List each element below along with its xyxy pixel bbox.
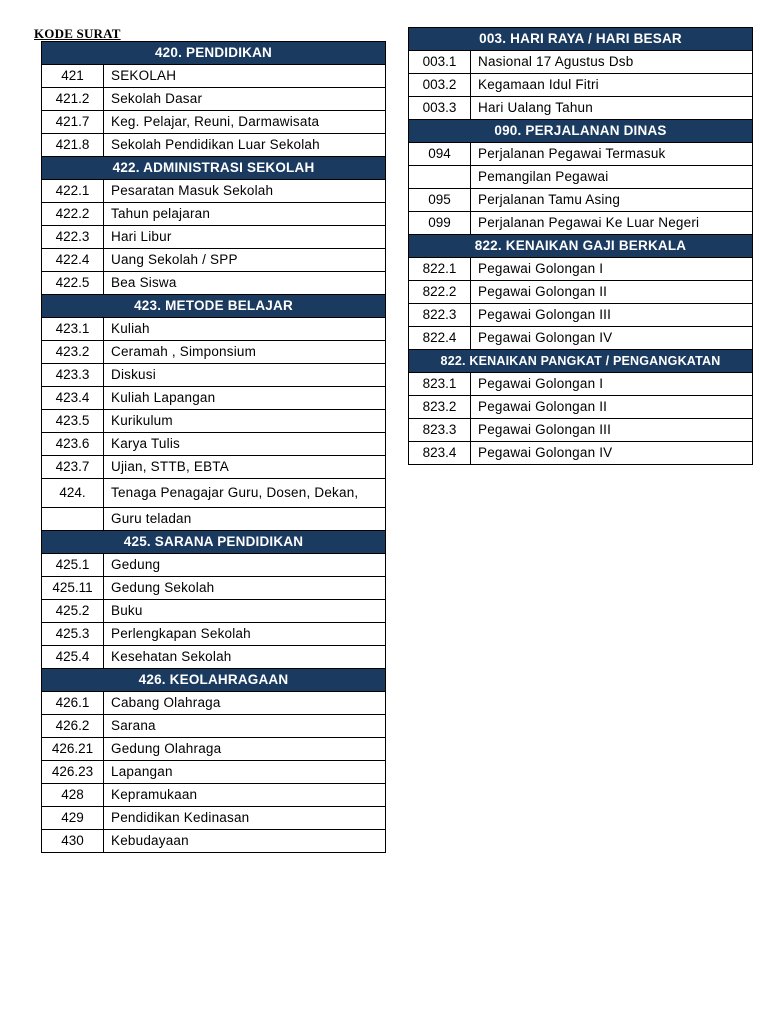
label-cell: Perjalanan Tamu Asing bbox=[471, 189, 753, 212]
table-row bbox=[42, 600, 386, 623]
section-title: 822. KENAIKAN PANGKAT / PENGANGKATAN bbox=[409, 350, 753, 373]
table-row bbox=[42, 577, 386, 600]
label-cell: Perjalanan Pegawai Termasuk bbox=[471, 143, 753, 166]
label-cell: Sekolah Dasar bbox=[104, 88, 386, 111]
table-row bbox=[42, 646, 386, 669]
table-row bbox=[409, 51, 753, 74]
table-row bbox=[42, 761, 386, 784]
label-cell: Bea Siswa bbox=[104, 272, 386, 295]
code-cell: 423.7 bbox=[42, 456, 104, 479]
table-row bbox=[409, 143, 753, 166]
code-cell: 430 bbox=[42, 830, 104, 853]
label-cell: Kurikulum bbox=[104, 410, 386, 433]
label-cell: SEKOLAH bbox=[104, 65, 386, 88]
code-cell: 423.3 bbox=[42, 364, 104, 387]
code-cell: 099 bbox=[409, 212, 471, 235]
label-cell: Pegawai Golongan II bbox=[471, 281, 753, 304]
code-cell: 424. bbox=[42, 479, 104, 508]
table-row bbox=[409, 442, 753, 465]
label-cell: Ceramah , Simponsium bbox=[104, 341, 386, 364]
code-cell: 426.23 bbox=[42, 761, 104, 784]
label-cell: Keg. Pelajar, Reuni, Darmawisata bbox=[104, 111, 386, 134]
table-row bbox=[42, 479, 386, 508]
section-title: 425. SARANA PENDIDIKAN bbox=[42, 531, 386, 554]
code-cell: 421.7 bbox=[42, 111, 104, 134]
label-cell: Hari Libur bbox=[104, 226, 386, 249]
section-header bbox=[409, 350, 753, 373]
label-cell: Lapangan bbox=[104, 761, 386, 784]
table-row bbox=[42, 272, 386, 295]
label-cell: Kuliah Lapangan bbox=[104, 387, 386, 410]
label-cell: Kesehatan Sekolah bbox=[104, 646, 386, 669]
section-title: 423. METODE BELAJAR bbox=[42, 295, 386, 318]
label-cell: Cabang Olahraga bbox=[104, 692, 386, 715]
table-row bbox=[42, 364, 386, 387]
code-cell: 003.1 bbox=[409, 51, 471, 74]
right-code-table bbox=[408, 27, 753, 465]
table-row bbox=[409, 396, 753, 419]
label-cell: Hari Ualang Tahun bbox=[471, 97, 753, 120]
label-cell: Gedung Sekolah bbox=[104, 577, 386, 600]
table-row bbox=[42, 180, 386, 203]
code-cell: 421 bbox=[42, 65, 104, 88]
table-row bbox=[42, 387, 386, 410]
label-cell: Kepramukaan bbox=[104, 784, 386, 807]
label-cell: Diskusi bbox=[104, 364, 386, 387]
section-header bbox=[409, 120, 753, 143]
section-title: 420. PENDIDIKAN bbox=[42, 42, 386, 65]
section-header bbox=[42, 157, 386, 180]
code-cell: 422.4 bbox=[42, 249, 104, 272]
code-cell: 426.21 bbox=[42, 738, 104, 761]
code-cell: 429 bbox=[42, 807, 104, 830]
label-cell: Kebudayaan bbox=[104, 830, 386, 853]
table-row bbox=[42, 623, 386, 646]
code-cell: 426.2 bbox=[42, 715, 104, 738]
table-row bbox=[409, 166, 753, 189]
label-cell: Pemangilan Pegawai bbox=[471, 166, 753, 189]
label-cell: Pendidikan Kedinasan bbox=[104, 807, 386, 830]
table-row bbox=[42, 65, 386, 88]
code-cell: 423.4 bbox=[42, 387, 104, 410]
label-cell: Kegamaan Idul Fitri bbox=[471, 74, 753, 97]
table-row bbox=[409, 281, 753, 304]
label-cell: Gedung bbox=[104, 554, 386, 577]
code-cell: 425.1 bbox=[42, 554, 104, 577]
document-title: KODE SURAT bbox=[34, 26, 121, 41]
label-cell: Pegawai Golongan IV bbox=[471, 327, 753, 350]
table-row bbox=[42, 433, 386, 456]
section-header bbox=[409, 235, 753, 258]
table-row bbox=[42, 830, 386, 853]
code-cell: 425.3 bbox=[42, 623, 104, 646]
label-cell: Pegawai Golongan IV bbox=[471, 442, 753, 465]
table-row bbox=[42, 807, 386, 830]
label-cell: Sekolah Pendidikan Luar Sekolah bbox=[104, 134, 386, 157]
code-cell: 423.1 bbox=[42, 318, 104, 341]
section-title: 822. KENAIKAN GAJI BERKALA bbox=[409, 235, 753, 258]
code-cell: 422.5 bbox=[42, 272, 104, 295]
code-cell: 421.2 bbox=[42, 88, 104, 111]
table-row bbox=[42, 410, 386, 433]
table-row bbox=[42, 456, 386, 479]
code-cell: 095 bbox=[409, 189, 471, 212]
label-cell: Perjalanan Pegawai Ke Luar Negeri bbox=[471, 212, 753, 235]
label-cell: Ujian, STTB, EBTA bbox=[104, 456, 386, 479]
table-row bbox=[409, 327, 753, 350]
code-cell: 003.2 bbox=[409, 74, 471, 97]
table-row bbox=[42, 111, 386, 134]
table-row bbox=[409, 304, 753, 327]
code-cell: 422.1 bbox=[42, 180, 104, 203]
code-cell: 003.3 bbox=[409, 97, 471, 120]
section-title: 426. KEOLAHRAGAAN bbox=[42, 669, 386, 692]
code-cell: 425.4 bbox=[42, 646, 104, 669]
code-cell: 822.3 bbox=[409, 304, 471, 327]
code-cell: 425.11 bbox=[42, 577, 104, 600]
label-cell: Tenaga Penagajar Guru, Dosen, Dekan, bbox=[104, 479, 386, 508]
label-cell: Pegawai Golongan III bbox=[471, 304, 753, 327]
code-cell: 426.1 bbox=[42, 692, 104, 715]
label-cell: Guru teladan bbox=[104, 508, 386, 531]
table-row bbox=[42, 341, 386, 364]
code-cell: 823.4 bbox=[409, 442, 471, 465]
table-row bbox=[42, 554, 386, 577]
table-row bbox=[409, 419, 753, 442]
code-cell: 422.2 bbox=[42, 203, 104, 226]
label-cell: Buku bbox=[104, 600, 386, 623]
table-row bbox=[42, 692, 386, 715]
table-row bbox=[42, 249, 386, 272]
table-row bbox=[42, 318, 386, 341]
table-row bbox=[409, 212, 753, 235]
table-row bbox=[42, 715, 386, 738]
code-cell: 822.4 bbox=[409, 327, 471, 350]
label-cell: Perlengkapan Sekolah bbox=[104, 623, 386, 646]
code-cell: 823.1 bbox=[409, 373, 471, 396]
label-cell: Tahun pelajaran bbox=[104, 203, 386, 226]
table-row bbox=[42, 134, 386, 157]
table-row bbox=[42, 508, 386, 531]
section-title: 003. HARI RAYA / HARI BESAR bbox=[409, 28, 753, 51]
code-cell: 421.8 bbox=[42, 134, 104, 157]
section-header bbox=[42, 669, 386, 692]
table-row bbox=[42, 784, 386, 807]
section-title: 422. ADMINISTRASI SEKOLAH bbox=[42, 157, 386, 180]
code-cell: 423.6 bbox=[42, 433, 104, 456]
table-row bbox=[409, 74, 753, 97]
table-row bbox=[409, 373, 753, 396]
table-row bbox=[42, 88, 386, 111]
table-row bbox=[409, 97, 753, 120]
code-cell: 423.2 bbox=[42, 341, 104, 364]
table-row bbox=[409, 258, 753, 281]
code-cell: 822.1 bbox=[409, 258, 471, 281]
code-cell: 425.2 bbox=[42, 600, 104, 623]
label-cell: Pegawai Golongan III bbox=[471, 419, 753, 442]
table-row bbox=[42, 203, 386, 226]
label-cell: Kuliah bbox=[104, 318, 386, 341]
label-cell: Uang Sekolah / SPP bbox=[104, 249, 386, 272]
code-cell: 094 bbox=[409, 143, 471, 166]
label-cell: Pegawai Golongan II bbox=[471, 396, 753, 419]
code-cell: 423.5 bbox=[42, 410, 104, 433]
code-cell bbox=[42, 508, 104, 531]
left-code-table bbox=[41, 41, 386, 853]
label-cell: Karya Tulis bbox=[104, 433, 386, 456]
table-row bbox=[409, 189, 753, 212]
label-cell: Pesaratan Masuk Sekolah bbox=[104, 180, 386, 203]
table-row bbox=[42, 738, 386, 761]
label-cell: Sarana bbox=[104, 715, 386, 738]
section-header bbox=[42, 42, 386, 65]
table-row bbox=[42, 226, 386, 249]
label-cell: Nasional 17 Agustus Dsb bbox=[471, 51, 753, 74]
code-cell: 428 bbox=[42, 784, 104, 807]
section-header bbox=[42, 295, 386, 318]
code-cell: 823.2 bbox=[409, 396, 471, 419]
section-header bbox=[42, 531, 386, 554]
section-header bbox=[409, 28, 753, 51]
section-title: 090. PERJALANAN DINAS bbox=[409, 120, 753, 143]
code-cell: 823.3 bbox=[409, 419, 471, 442]
code-cell bbox=[409, 166, 471, 189]
code-cell: 422.3 bbox=[42, 226, 104, 249]
code-cell: 822.2 bbox=[409, 281, 471, 304]
label-cell: Gedung Olahraga bbox=[104, 738, 386, 761]
label-cell: Pegawai Golongan I bbox=[471, 258, 753, 281]
label-cell: Pegawai Golongan I bbox=[471, 373, 753, 396]
